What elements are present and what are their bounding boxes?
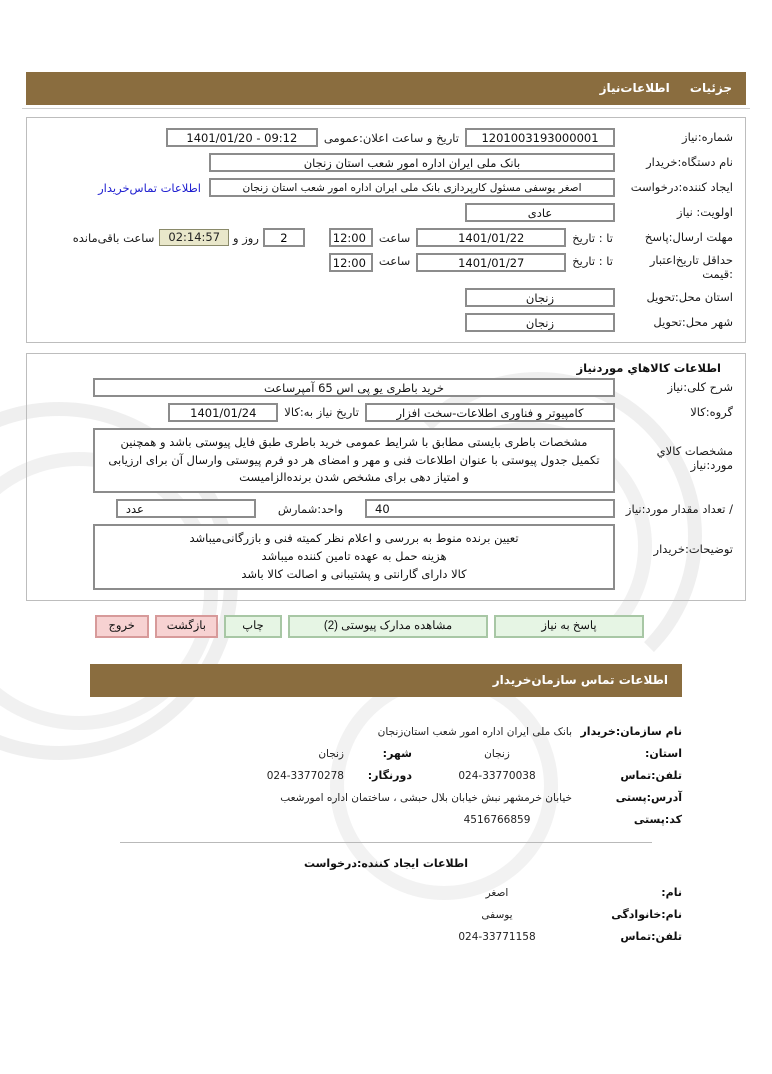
row-response-deadline	[39, 228, 733, 247]
tab-details[interactable]: جزئیات	[689, 81, 732, 95]
row-creator-phone	[90, 930, 682, 943]
announce-datetime-field[interactable]: 09:12 - 1401/01/20	[166, 128, 318, 147]
contact-city-label: شهر:	[382, 746, 412, 760]
print-button[interactable]: چاپ	[224, 615, 282, 638]
goods-group-field[interactable]: کامپیوتر و فناوری اطلاعات-سخت افزار	[365, 403, 615, 422]
row-need-number	[39, 128, 733, 147]
buyer-notes-line: کالا دارای گارانتی و پشتیبانی و اصالت کالا باشد	[241, 566, 467, 581]
row-goods-summary	[39, 378, 733, 397]
action-button-bar	[26, 609, 746, 648]
creator-contact-title: اطلاعات ایجاد کننده:درخواست	[303, 856, 469, 870]
goods-unit-field[interactable]: عدد	[116, 499, 256, 518]
contact-phone-label: تلفن:تماس	[620, 768, 682, 782]
goods-summary-field[interactable]: خرید باطری یو پی اس 65 آمپرساعت	[93, 378, 615, 397]
goods-specs-label: مشخصات کالاي مورد:نیاز	[656, 443, 733, 473]
validity-hour-field[interactable]: 12:00	[329, 253, 373, 272]
contact-postal-value: 4516766859	[463, 813, 531, 826]
contact-divider	[120, 842, 652, 843]
validity-until-label: تا : تاریخ	[572, 254, 613, 268]
contact-fax-value: 024-33770278	[266, 769, 344, 782]
goods-specs-field[interactable]	[93, 428, 615, 493]
row-contact-phone-fax	[90, 769, 682, 782]
deadline-date-field[interactable]: 1401/01/22	[416, 228, 566, 247]
contact-org-value: بانک ملی ایران اداره امور شعب استان‌زنجان	[377, 725, 572, 738]
creator-label: ایجاد کننده:درخواست	[630, 180, 733, 195]
buyer-notes-line: تعیین برنده منوط به بررسی و اعلام نظر کمیته فنی و بازرگانی‌میباشد	[189, 531, 519, 546]
buyer-notes-line: هزینه حمل به عهده تامین کننده میباشد	[261, 549, 447, 563]
need-number-field[interactable]: 1201003193000001	[465, 128, 615, 147]
goods-specs-line: و امتیاز دهی برای مشخص شدن برنده‌الزامیست	[239, 470, 469, 485]
row-creator-first-name	[90, 886, 682, 899]
goods-need-date-field[interactable]: 1401/01/24	[168, 403, 278, 422]
buyer-contact-header-bar	[90, 664, 682, 697]
contact-fax-label: دورنگار:	[367, 768, 412, 782]
row-contact-address	[90, 791, 682, 804]
row-delivery-city	[39, 313, 733, 332]
goods-group-label: گروه:کالا	[690, 405, 733, 420]
contact-org-label: نام سازمان:خریدار	[580, 724, 682, 738]
countdown-suffix-label: ساعت باقی‌مانده	[72, 230, 155, 245]
validity-label: حداقل تاریخ‌اعتبار :قیمت	[649, 253, 733, 282]
delivery-province-field[interactable]: زنجان	[465, 288, 615, 307]
announce-label: تاریخ و ساعت اعلان:عمومی	[323, 130, 459, 145]
row-creator-last-name	[90, 908, 682, 921]
creator-last-name-label: نام:خانوادگی	[611, 907, 682, 921]
row-buyer-org	[39, 153, 733, 172]
buyer-notes-field[interactable]	[93, 524, 615, 589]
deadline-hour-field[interactable]: 12:00	[329, 228, 373, 247]
creator-phone-value: 024-33771158	[458, 930, 536, 943]
row-contact-province-city	[90, 747, 682, 760]
goods-specs-line: تکمیل جدول پیوستی با عنوان اطلاعات فنی و مهر و امضای هر دو فرم پیوستی وارسال آن برای ارزیابی	[108, 452, 600, 467]
priority-label: اولویت: نیاز	[677, 205, 733, 220]
deadline-until-label: تا : تاریخ	[572, 230, 613, 245]
goods-summary-label: شرح کلی:نیاز	[667, 380, 733, 395]
countdown-clock: 02:14:57	[159, 229, 229, 246]
contact-city-value: زنجان	[318, 747, 344, 760]
goods-panel	[26, 353, 746, 601]
exit-button[interactable]: خروج	[95, 615, 149, 638]
top-divider	[22, 108, 750, 109]
goods-panel-title: اطلاعات کالاهاي موردنیاز	[576, 360, 721, 375]
creator-phone-label: تلفن:تماس	[620, 929, 682, 943]
validity-date-field[interactable]: 1401/01/27	[416, 253, 566, 272]
goods-qty-label: / تعداد مقدار مورد:نیاز	[625, 501, 733, 516]
buyer-contact-link[interactable]: اطلاعات تماس‌خریدار	[98, 180, 201, 195]
deadline-label: مهلت ارسال:پاسخ	[644, 230, 733, 245]
delivery-province-label: استان محل:تحویل	[646, 290, 733, 305]
contact-address-label: آدرس:پستی	[615, 790, 682, 804]
row-contact-org	[90, 725, 682, 738]
goods-qty-field[interactable]: 40	[365, 499, 615, 518]
row-goods-group	[39, 403, 733, 422]
goods-unit-label: واحد:شمارش	[277, 501, 343, 516]
creator-contact-body	[90, 857, 682, 943]
contact-phone-value: 024-33770038	[458, 769, 536, 782]
creator-first-name-label: نام:	[661, 885, 682, 899]
buyer-contact-body	[90, 697, 682, 826]
validity-hour-label: ساعت	[378, 254, 411, 268]
page-header-bar	[26, 72, 746, 105]
contact-address-value: خیابان خرمشهر نبش خیابان بلال حبشی ، ساختمان اداره امورشعب	[280, 791, 572, 804]
creator-last-name-value: یوسفی	[481, 908, 513, 921]
creator-first-name-value: اصغر	[485, 886, 509, 899]
tab-need-info[interactable]: اطلاعات‌نیاز	[599, 81, 670, 95]
contact-postal-label: کد:پستی	[633, 812, 682, 826]
delivery-city-label: شهر محل:تحویل	[653, 315, 733, 330]
row-buyer-notes	[39, 524, 733, 589]
goods-specs-line: مشخصات باطری بایستی مطابق با شرایط عمومی خرید باطری طبق فایل پیوستی باشد و همچنین	[120, 434, 588, 449]
respond-to-need-button[interactable]: پاسخ به نیاز	[494, 615, 644, 638]
row-price-validity	[39, 253, 733, 282]
buyer-org-label: نام دستگاه:خریدار	[646, 155, 733, 170]
buyer-notes-label: توضیحات:خریدار	[653, 542, 733, 557]
buyer-org-field[interactable]: بانک ملی ایران اداره امور شعب استان زنجان	[209, 153, 615, 172]
view-attachments-button[interactable]: مشاهده مدارک پیوستی (2)	[288, 615, 488, 638]
countdown-days-label: روز و	[233, 230, 259, 245]
row-creator	[39, 178, 733, 197]
contact-province-value: زنجان	[484, 747, 510, 760]
countdown-days-field: 2	[263, 228, 305, 247]
delivery-city-field[interactable]: زنجان	[465, 313, 615, 332]
need-number-label: شماره:نیاز	[682, 130, 733, 145]
row-priority	[39, 203, 733, 222]
deadline-hour-label: ساعت	[378, 230, 411, 245]
back-button[interactable]: بازگشت	[155, 615, 218, 638]
page-root	[0, 72, 772, 943]
creator-field[interactable]: اصغر یوسفی مسئول کارپردازی بانک ملی ایران اداره امور شعب استان زنجان	[209, 178, 615, 197]
priority-field[interactable]: عادی	[465, 203, 615, 222]
row-goods-quantity	[39, 499, 733, 518]
goods-need-date-label: تاریخ نیاز به:کالا	[284, 405, 359, 420]
row-contact-postal	[90, 813, 682, 826]
contact-province-label: استان:	[645, 746, 682, 760]
row-goods-specs	[39, 428, 733, 493]
row-delivery-province	[39, 288, 733, 307]
buyer-contact-title: اطلاعات تماس سازمان‌خریدار	[492, 672, 668, 687]
need-info-panel	[26, 117, 746, 343]
